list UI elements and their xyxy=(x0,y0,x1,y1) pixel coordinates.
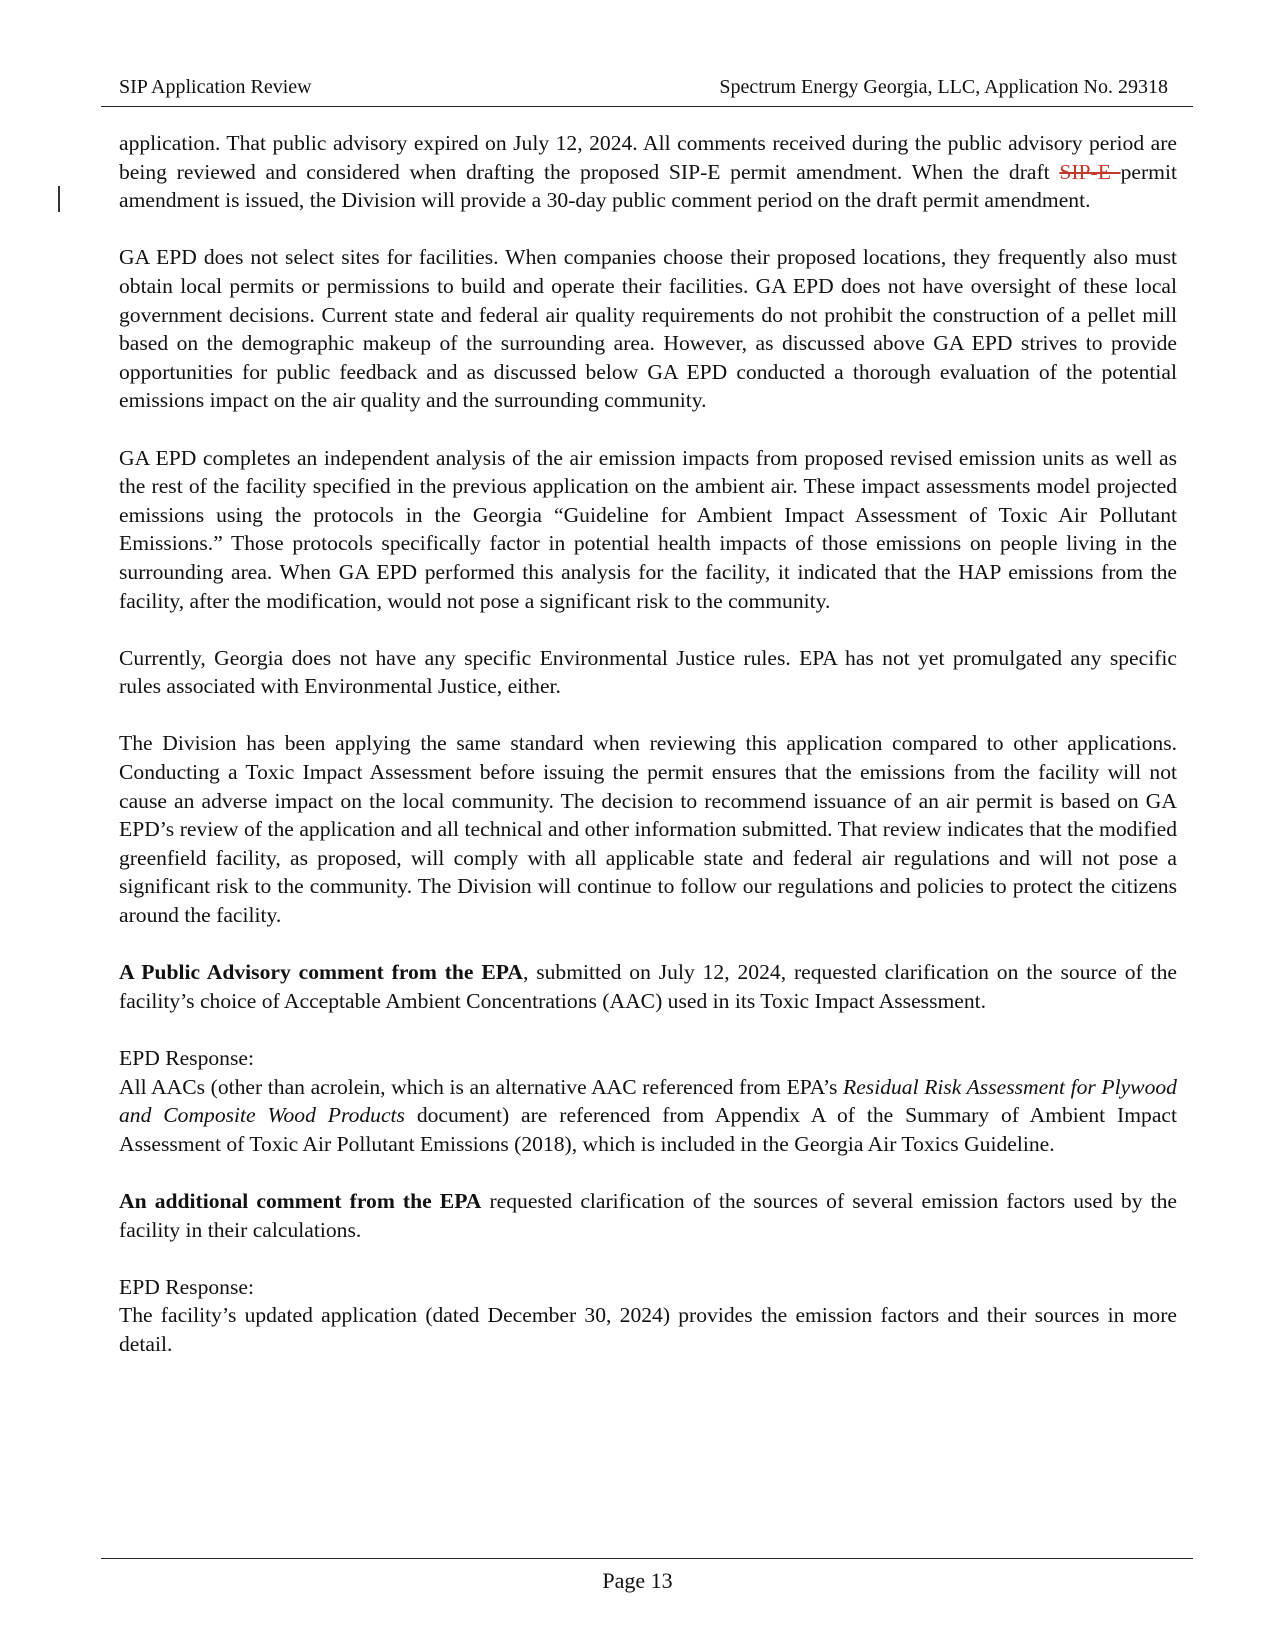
bold-lead: An additional comment from the EPA xyxy=(119,1188,482,1213)
paragraph-division-standard: The Division has been applying the same standard when reviewing this application compared to other applications. Conducting a Toxic Impact Assessment before issuing the permit ensures that the emissions from the facility will not cause an adverse impact on the local community. The decision to recommend issuance of an air permit is based on GA EPD’s review of the application and all technical and other information submitted. That review indicates that the modified greenfield facility, as proposed, will comply with all applicable state and federal air regulations and will not pose a significant risk to the community. The Division will continue to follow our regulations and policies to protect the citizens around the facility. xyxy=(119,731,1177,928)
response-label-2: EPD Response: xyxy=(119,1274,254,1299)
revision-change-bar xyxy=(58,186,60,212)
struck-text: SIP-E xyxy=(1059,159,1121,184)
response-label-1: EPD Response: xyxy=(119,1046,254,1070)
paragraph-impact-analysis: GA EPD completes an independent analysis of the air emission impacts from proposed revised emission units as well as the rest of the facility specified in the previous application on the ambient air. These impact assessments model projected emissions using the protocols in the Georgia “Guideline for Ambient Impact Assessment of Toxic Air Pollutant Emissions.” Those protocols specifically factor in potential health impacts of those emissions on people living in the surrounding area. When GA EPD performed this analysis for the facility, it indicated that the HAP emissions from the facility, after the modification, would not pose a significant risk to the community. xyxy=(119,445,1177,613)
paragraph-text: document) are referenced from Appendix A of the Summary of Ambient Impact Assessment of Toxic Air Pollutant Emissions (2018), which is included in the Georgia Air Toxics Guideline. xyxy=(119,1103,1177,1156)
paragraph-text: permit amendment is issued, the Division will provide a 30-day public comment period on the draft permit amendment. xyxy=(119,159,1177,213)
paragraph-text: , submitted on July 12, 2024, requested clarification on the source of the facility’s choice of Acceptable Ambient Concentrations (AAC) used in its Toxic Impact Assessment. xyxy=(119,960,1177,1013)
paragraph-site-selection: GA EPD does not select sites for facilities. When companies choose their proposed locations, they frequently also must obtain local permits or permissions to build and operate their facilities. GA EPD does not have oversight of these local government decisions. Current state and federal air quality requirements do not prohibit the construction of a pellet mill based on the demographic makeup of the surrounding area. However, as discussed above GA EPD strives to provide opportunities for public feedback and as discussed below GA EPD conducted a thorough evaluation of the potential emissions impact on the air quality and the surrounding community. xyxy=(119,245,1177,413)
bold-lead: A Public Advisory comment from the EPA xyxy=(119,960,523,985)
response-text-1 xyxy=(119,1073,1177,1159)
page-number: Page 13 xyxy=(602,1568,673,1593)
footer-rule xyxy=(101,1558,1193,1559)
paragraph-epa-comment-2 xyxy=(119,1187,1177,1244)
italic-document-title: Residual Risk Assessment for Plywood and Composite Wood Products xyxy=(119,1074,1177,1128)
paragraph-public-advisory xyxy=(119,129,1177,215)
response-text-2: The facility’s updated application (dated December 30, 2024) provides the emission factors and their sources in more detail. xyxy=(119,1303,1177,1356)
header-left-title: SIP Application Review xyxy=(119,76,312,98)
paragraph-text: All AACs (other than acrolein, which is an alternative AAC referenced from EPA’s xyxy=(119,1074,844,1099)
paragraph-epa-comment-1 xyxy=(119,958,1177,1015)
document-body xyxy=(119,129,1177,1359)
header-right-title: Spectrum Energy Georgia, LLC, Application No. 29318 xyxy=(719,76,1168,98)
page-header xyxy=(101,72,1193,107)
paragraph-environmental-justice: Currently, Georgia does not have any specific Environmental Justice rules. EPA has not yet promulgated any specific rules associated with Environmental Justice, either. xyxy=(119,645,1177,699)
paragraph-text: application. That public advisory expired on July 12, 2024. All comments received during the public advisory period are being reviewed and considered when drafting the proposed SIP-E permit amendment. When the draft xyxy=(119,131,1177,184)
paragraph-text: requested clarification of the sources of several emission factors used by the facility in their calculations. xyxy=(119,1188,1177,1242)
